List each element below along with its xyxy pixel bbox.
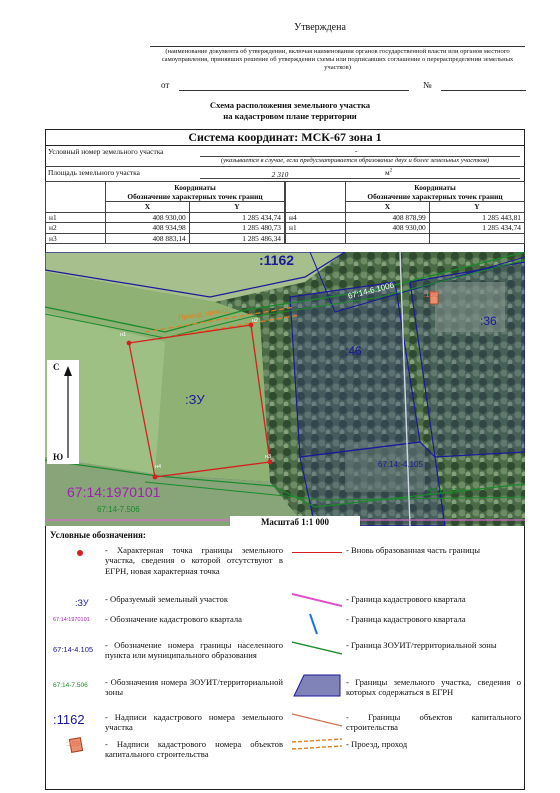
conditional-number-value: - <box>355 146 358 155</box>
label-zone-4: 67:14:-4.105 <box>378 460 423 469</box>
scale-label: Масштаб 1:1 000 <box>230 516 360 529</box>
legend-item-zu: - Образуемый земельный участок <box>105 594 229 604</box>
col-y: Y <box>429 202 524 213</box>
legend-blue-line <box>305 612 325 636</box>
label-zone-6: 67:14-6.1006 <box>347 280 395 301</box>
header-coords: Координаты <box>414 182 456 192</box>
point-label-n1: н1 <box>120 332 127 338</box>
point-label-n2: н2 <box>252 318 259 324</box>
point-n1 <box>127 341 132 346</box>
point-name: н2 <box>46 223 106 234</box>
legend-kvartal-symbol: 67:14:1970101 <box>53 617 90 623</box>
legend-border-symbol: 67:14-4.105 <box>53 645 94 654</box>
title-line-1: Схема расположения земельного участка <box>209 100 371 110</box>
legend-item-zone: - Обозначения номера ЗОУИТ/территориальной зоны <box>105 677 283 698</box>
coords-table-left <box>45 181 285 244</box>
area-label: Площадь земельного участка <box>48 168 140 177</box>
table-row-empty <box>286 233 525 244</box>
legend-item-new-boundary: - Вновь образованная часть границы <box>346 545 481 555</box>
label-36: :36 <box>480 314 497 328</box>
area-line <box>200 178 520 179</box>
legend-item-zone-line: - Граница ЗОУИТ/территориальной зоны <box>346 640 497 650</box>
label-159: :159 <box>423 290 439 299</box>
legend-item-kvartal-blue: - Граница кадастрового квартала <box>346 614 466 624</box>
point-x: 408 883,14 <box>106 233 190 244</box>
legend-159-symbol: :159 <box>66 741 80 748</box>
point-name: н1 <box>46 212 106 223</box>
table-row <box>286 212 525 223</box>
table-row <box>286 223 525 234</box>
legend-oks-line <box>292 712 342 728</box>
north-label: С <box>53 362 60 372</box>
point-y: 1 285 480,73 <box>189 223 284 234</box>
point-name: н3 <box>46 233 106 244</box>
legend-item-road: - Проезд, проход <box>346 739 408 749</box>
point-n4 <box>153 475 158 480</box>
point-name: н1 <box>286 223 346 234</box>
approval-note: (наименование документа об утверждении, включая наименования органов государственной власти или органов местного самоуправления, принявших решение об утверждении схемы или подписавших соглашение о перераспределении земельных участков) <box>161 48 514 72</box>
legend-item-oks: - Надписи кадастрового номера объектов капитального строительства <box>105 739 283 760</box>
conditional-number-label: Условный номер земельного участка <box>48 147 164 156</box>
date-number-row <box>155 80 535 92</box>
header-points: Обозначение характерных точек границ <box>367 191 503 201</box>
point-y: 1 285 443,81 <box>429 212 524 223</box>
point-name: н4 <box>286 212 346 223</box>
legend-item-kvartal: - Обозначение кадастрового квартала <box>105 614 242 624</box>
approved-label: Утверждена <box>294 22 346 33</box>
col-y: Y <box>189 202 284 213</box>
table-corner <box>46 182 106 213</box>
table-header <box>106 182 285 202</box>
col-x: X <box>106 202 190 213</box>
area-unit-sup: 2 <box>389 168 393 174</box>
coordinate-system-title: Система координат: МСК-67 зона 1 <box>45 129 525 146</box>
label-1162: :1162 <box>259 252 295 268</box>
label-46: :46 <box>345 344 362 358</box>
coords-table-right <box>285 181 525 244</box>
approval-line <box>150 46 525 47</box>
label-zone-15: 67:14-15.1 <box>427 487 466 496</box>
legend-zone-symbol: 67:14-7.506 <box>53 682 88 689</box>
north-arrow-box <box>47 360 79 464</box>
legend-item-kvartal-pink: - Граница кадастрового квартала <box>346 594 466 604</box>
label-road: Проезд, проход <box>178 307 229 322</box>
area-unit-text: м <box>385 168 390 177</box>
parcel-bottom <box>300 442 445 526</box>
point-y: 1 285 434,74 <box>429 223 524 234</box>
point-y: 1 285 434,74 <box>189 212 284 223</box>
col-x: X <box>346 202 430 213</box>
point-y: 1 285 486,34 <box>189 233 284 244</box>
document-title <box>140 100 440 122</box>
legend-road-symbol <box>292 738 342 752</box>
header-coords: Координаты <box>174 182 216 192</box>
point-x: 408 934,98 <box>106 223 190 234</box>
legend-title: Условные обозначения: <box>50 530 146 540</box>
row-divider <box>45 166 525 167</box>
area-unit <box>385 168 392 177</box>
legend-item-egrn: - Границы земельного участка, сведения о которых содержаться в ЕГРН <box>346 677 521 698</box>
legend-item-border: - Обозначение номера границы населенного пункта или муниципального образования <box>105 640 283 661</box>
title-line-2: на кадастровом плане территории <box>223 111 357 121</box>
date-line <box>179 90 409 91</box>
table-row <box>46 223 285 234</box>
point-x: 408 930,00 <box>106 212 190 223</box>
legend-item-oks-boundary: - Границы объектов капитального строительства <box>346 712 521 733</box>
legend-1162-symbol: :1162 <box>53 712 85 727</box>
legend-point-symbol <box>77 550 83 556</box>
point-x: 408 930,00 <box>346 223 430 234</box>
table-row <box>46 212 285 223</box>
label-zu: :ЗУ <box>185 392 205 407</box>
conditional-number-note: (указывается в случае, если предусматривается образование двух и более земельных участков) <box>220 157 490 164</box>
legend-pink-line <box>292 592 342 608</box>
table-row <box>46 233 285 244</box>
number-label: № <box>423 80 432 90</box>
legend-green-line <box>292 640 342 656</box>
number-line <box>441 90 526 91</box>
area-value: 2 310 <box>271 170 289 179</box>
point-label-n3: н3 <box>265 454 272 460</box>
cadastral-map[interactable] <box>45 252 525 526</box>
point-label-n4: н4 <box>155 464 162 470</box>
legend-zu-symbol: :ЗУ <box>75 598 89 608</box>
legend-item-point: - Характерная точка границы земельного участка, сведения о которой отсутствуют в ЕГРН, новая характерная точка <box>105 545 283 576</box>
table-corner <box>286 182 346 213</box>
point-x: 408 878,99 <box>346 212 430 223</box>
header-points: Обозначение характерных точек границ <box>127 191 263 201</box>
label-kvartal: 67:14:1970101 <box>67 484 161 500</box>
table-header <box>346 182 525 202</box>
legend-item-cadnum: - Надписи кадастрового номера земельного участка <box>105 712 283 733</box>
point-n3 <box>268 460 273 465</box>
label-zone-7: 67:14-7.506 <box>97 505 140 514</box>
south-label: Ю <box>53 452 64 462</box>
legend-parcel-symbol <box>292 672 344 698</box>
legend-new-boundary-line <box>292 552 342 553</box>
from-label: от <box>161 80 170 90</box>
